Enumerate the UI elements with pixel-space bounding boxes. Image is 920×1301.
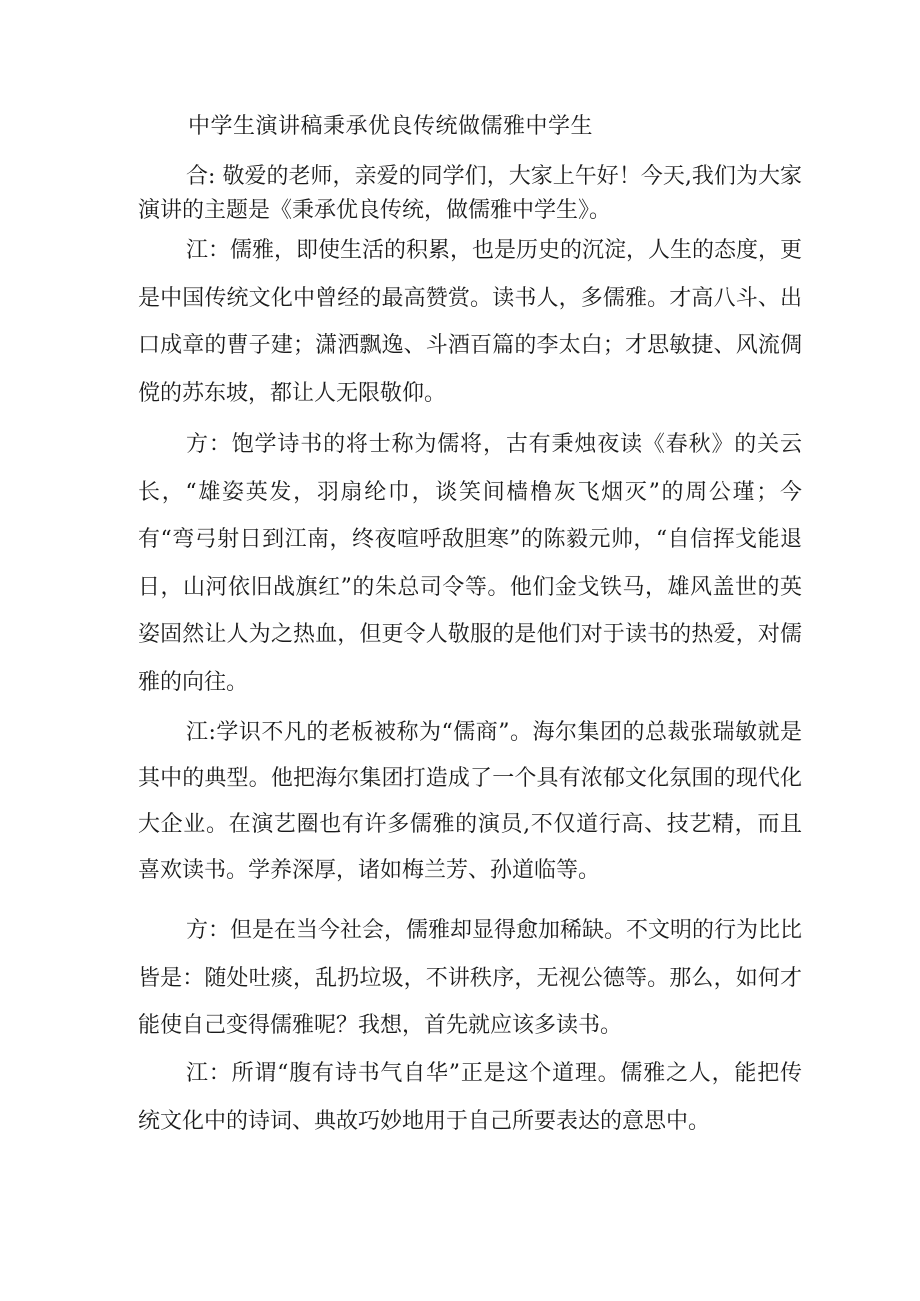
- paragraph-3: 方：饱学诗书的将士称为儒将，古有秉烛夜读《春秋》的关云长，“雄姿英发，羽扇纶巾，谈笑间樯橹灰飞烟灭”的周公瑾；今有“弯弓射日到江南，终夜喧呼敌胆寒”的陈毅元帅，“自信挥戈能退日，山河依旧战旗红”的朱总司令等。他们金戈铁马，雄风盖世的英姿固然让人为之热血，但更令人敬服的是他们对于读书的热爱，对儒雅的向往。: [138, 432, 802, 695]
- paragraph-1: 合: 敬爱的老师，亲爱的同学们，大家上午好！今天,我们为大家演讲的主题是《秉承优良传统，做儒雅中学生》。: [138, 164, 802, 223]
- document-title: 中学生演讲稿秉承优良传统做儒雅中学生: [188, 114, 594, 139]
- paragraph-6: 江：所谓“腹有诗书气自华”正是这个道理。儒雅之人，能把传统文化中的诗词、典故巧妙地用于自己所要表达的意思中。: [138, 1061, 802, 1134]
- paragraph-5: 方：但是在当今社会，儒雅却显得愈加稀缺。不文明的行为比比皆是：随处吐痰，乱扔垃圾，不讲秩序，无视公德等。那么，如何才能使自己变得儒雅呢？我想，首先就应该多读书。: [138, 918, 803, 1038]
- paragraph-2: 江：儒雅，即使生活的积累，也是历史的沉淀，人生的态度，更是中国传统文化中曾经的最高赞赏。读书人，多儒雅。才高八斗、出口成章的曹子建；潇洒飘逸、斗酒百篇的李太白；才思敏捷、风流倜傥的苏东坡，都让人无限敬仰。: [138, 238, 803, 406]
- paragraph-4: 江:学识不凡的老板被称为“儒商”。海尔集团的总裁张瑞敏就是其中的典型。他把海尔集团打造成了一个具有浓郁文化氛围的现代化大企业。在演艺圈也有许多儒雅的演员,不仅道行高、技艺精，而且喜欢读书。学养深厚，诸如梅兰芳、孙道临等。: [138, 720, 802, 883]
